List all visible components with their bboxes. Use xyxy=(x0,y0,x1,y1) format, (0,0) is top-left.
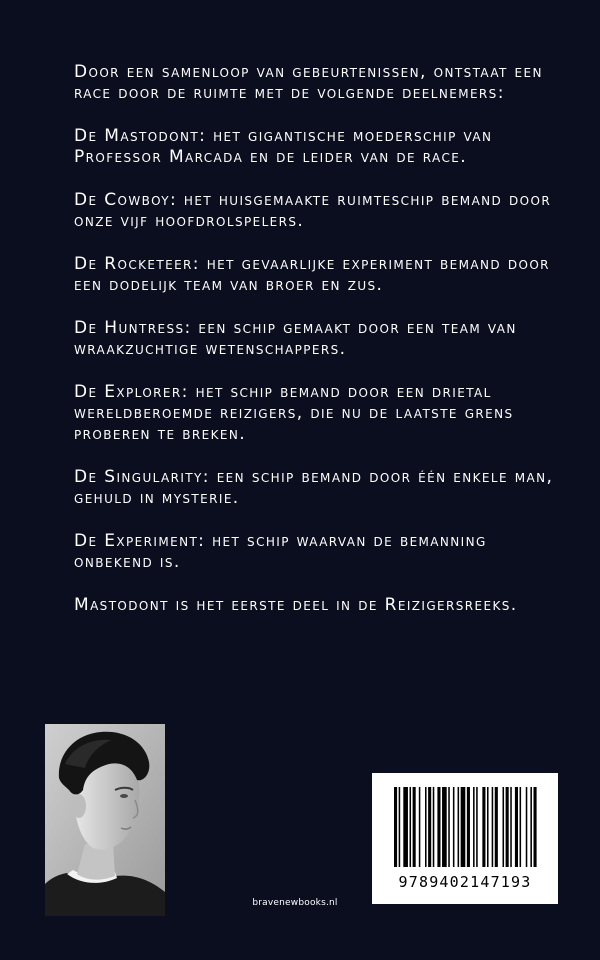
blurb-entry-singularity: De Singularity: een schip bemand door één enkele man, gehuld in mysterie. xyxy=(74,467,554,508)
barcode-bars xyxy=(372,773,558,873)
blurb-text xyxy=(74,62,564,638)
publisher-url: bravenewbooks.nl xyxy=(252,898,338,908)
blurb-entry-rocketeer: De Rocketeer: het gevaarlijke experiment bemand door een dodelijk team van broer en zus. xyxy=(74,254,550,295)
author-photo xyxy=(45,724,165,916)
blurb-closing: Mastodont is het eerste deel in de Reizigersreeks. xyxy=(74,595,518,615)
barcode xyxy=(372,773,558,904)
blurb-intro: Door een samenloop van gebeurtenissen, ontstaat een race door de ruimte met de volgende deelnemers: xyxy=(74,62,543,103)
isbn-number: 9789402147193 xyxy=(398,873,532,891)
blurb-entry-experiment: De Experiment: het schip waarvan de bemanning onbekend is. xyxy=(74,531,487,572)
blurb-entry-cowboy: De Cowboy: het huisgemaakte ruimteschip bemand door onze vijf hoofdrolspelers. xyxy=(74,190,552,231)
blurb-entry-huntress: De Huntress: een schip gemaakt door een team van wraakzuchtige wetenschappers. xyxy=(74,318,517,359)
blurb-entry-explorer: De Explorer: het schip bemand door een drietal wereldberoemde reizigers, die nu de laatste grens proberen te breken. xyxy=(74,382,514,444)
blurb-entry-mastodont: De Mastodont: het gigantische moederschip van Professor Marcada en de leider van de race. xyxy=(74,126,493,167)
author-portrait-icon xyxy=(45,724,165,916)
